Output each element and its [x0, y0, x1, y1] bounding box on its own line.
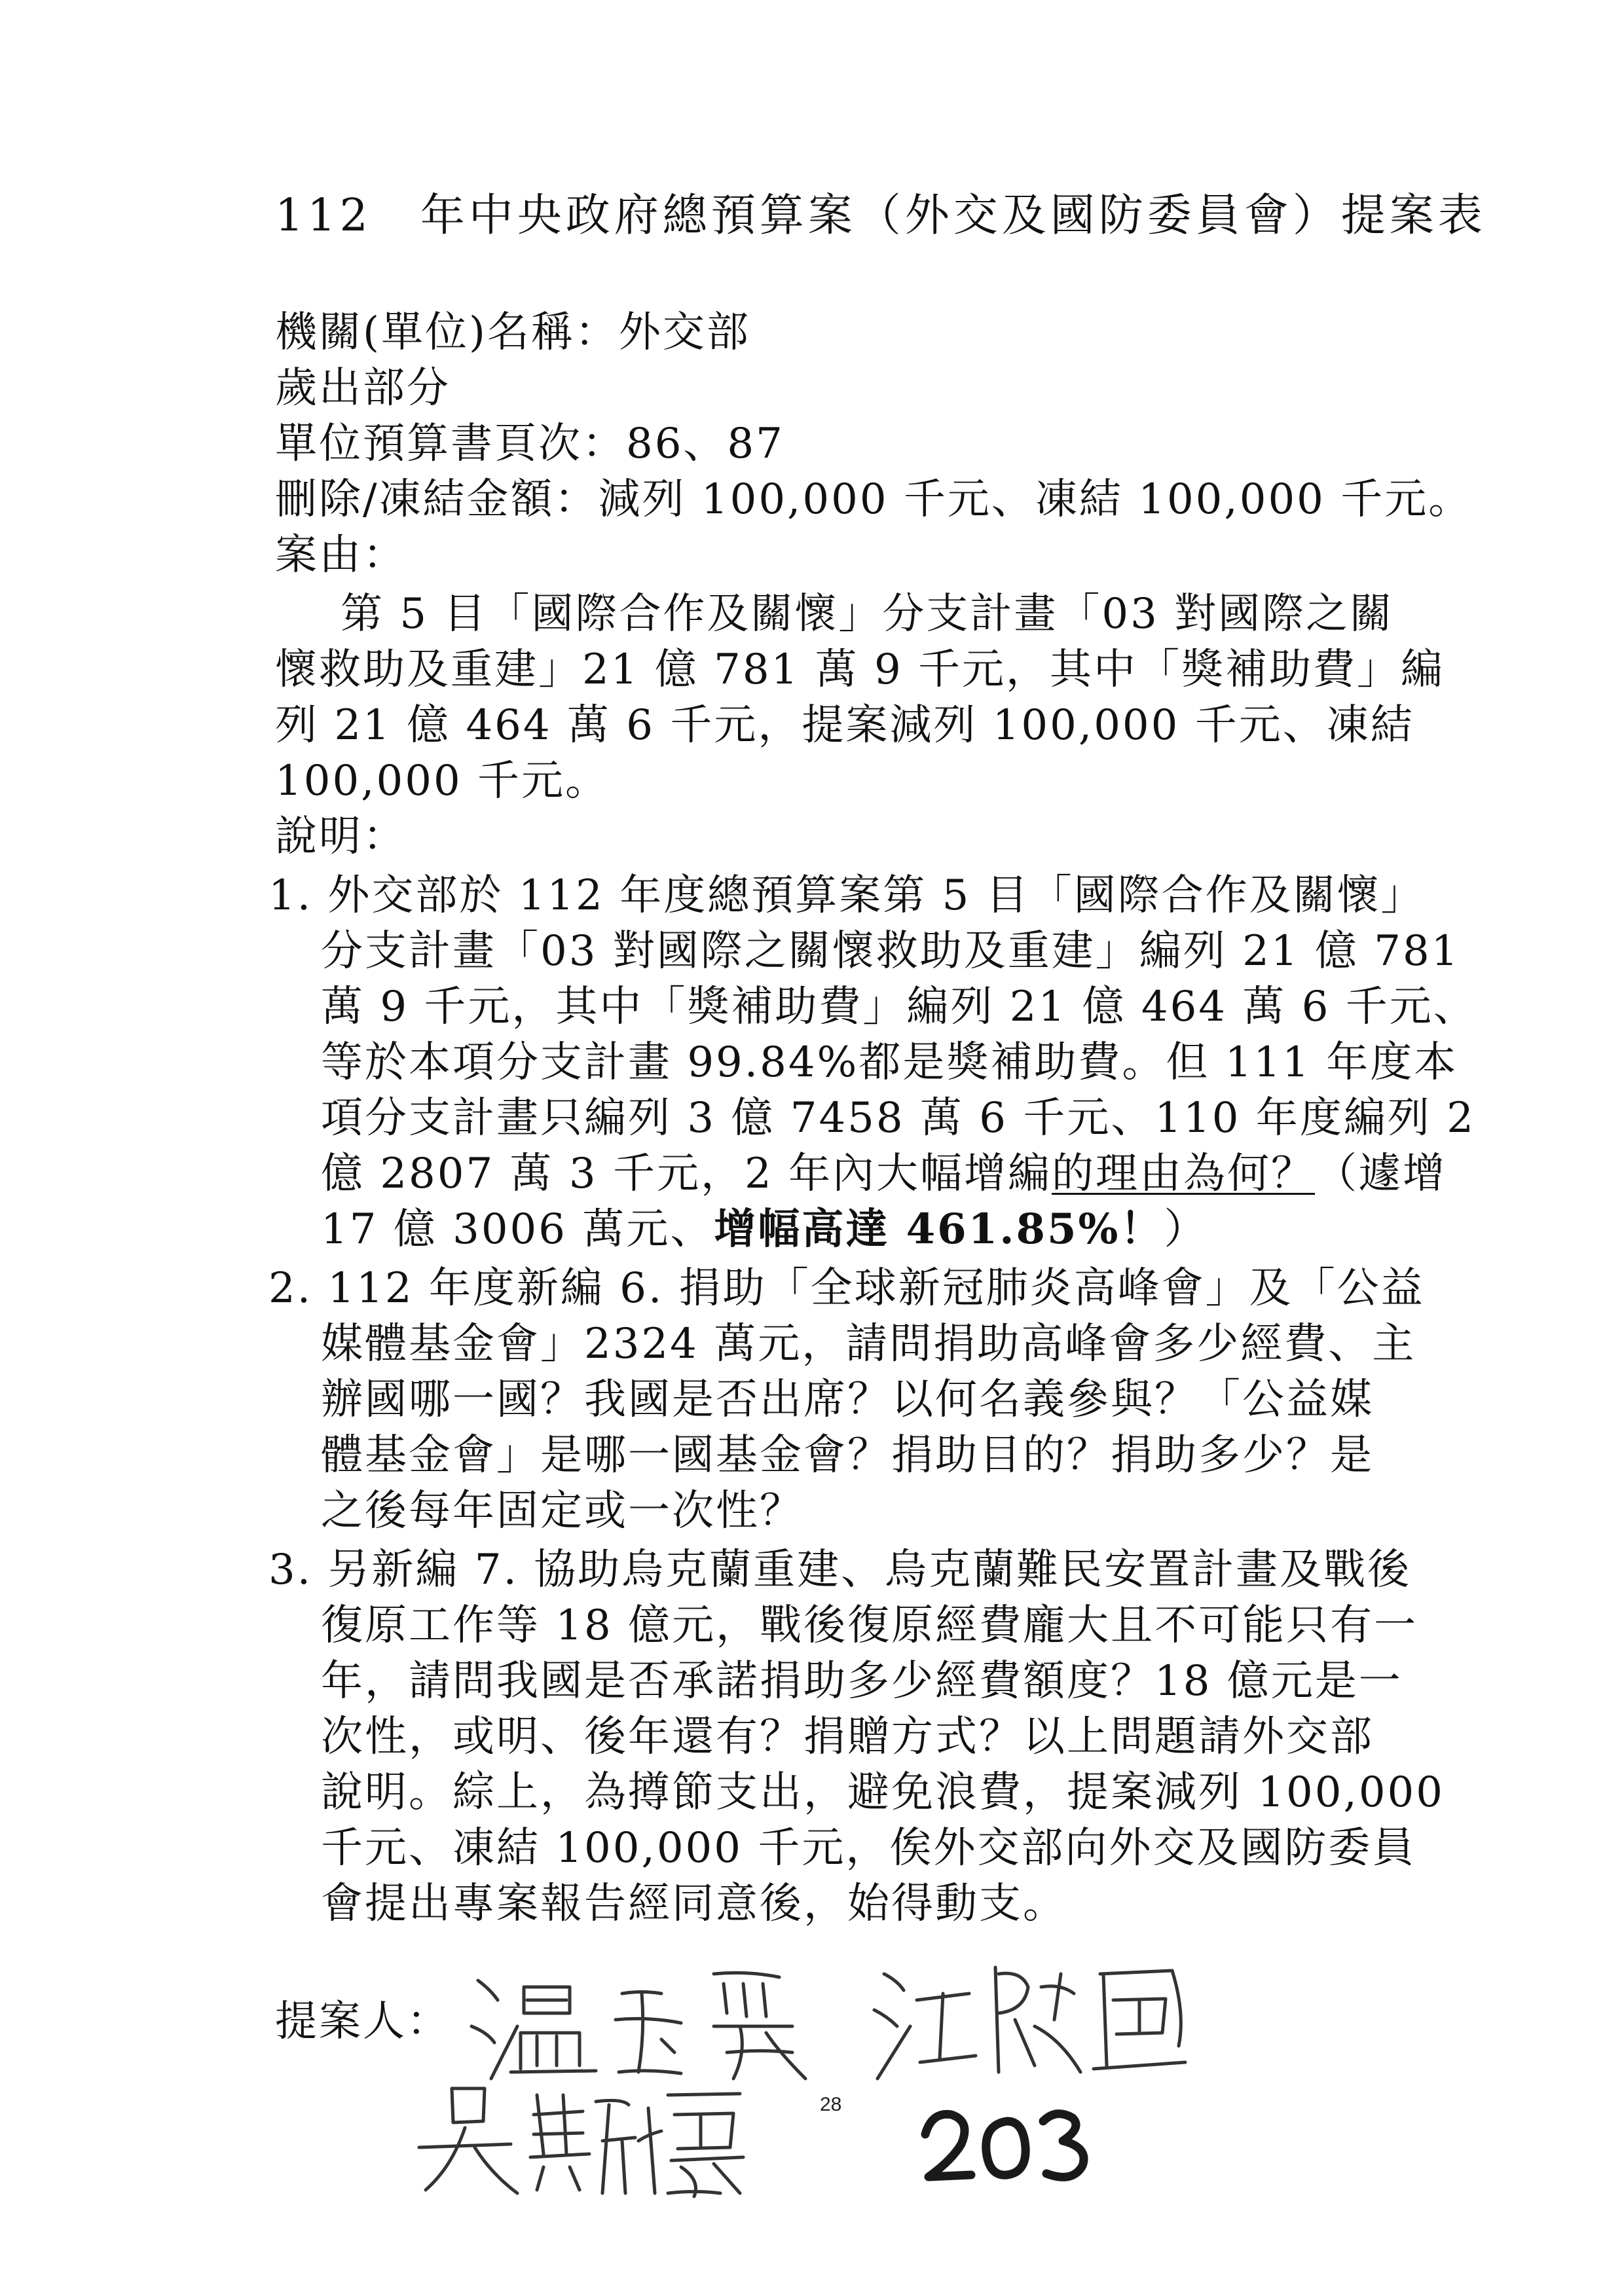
explanation-label: 說明： — [275, 812, 407, 861]
agency-name: 機關(單位)名稱：外交部 — [275, 308, 750, 357]
item1-line: 1. 外交部於 112 年度總預算案第 5 目「國際合作及關懷」 — [268, 871, 1425, 920]
item2-line: 之後每年固定或一次性？ — [321, 1487, 803, 1535]
item2-line: 體基金會」是哪一國基金會？捐助目的？捐助多少？是 — [321, 1431, 1374, 1480]
item3-line: 復原工作等 18 億元，戰後復原經費龐大且不可能只有一 — [321, 1601, 1418, 1650]
item3-line: 千元、凍結 100,000 千元，俟外交部向外交及國防委員 — [321, 1824, 1416, 1872]
item3-line: 3. 另新編 7. 協助烏克蘭重建、烏克蘭難民安置計畫及戰後 — [268, 1546, 1412, 1594]
item1-line: 等於本項分支計畫 99.84%都是獎補助費。但 111 年度本 — [321, 1038, 1458, 1087]
reason-line: 100,000 千元。 — [275, 757, 609, 805]
reason-label: 案由： — [275, 531, 407, 579]
item1-line: 項分支計畫只編列 3 億 7458 萬 6 千元、110 年度編列 2 — [321, 1094, 1475, 1142]
section-label: 歲出部分 — [275, 364, 451, 412]
item3-line: 說明。綜上，為撙節支出，避免浪費，提案減列 100,000 — [321, 1768, 1445, 1817]
item1-underlined-question: 的理由為何？ — [1052, 1150, 1316, 1198]
page-number: 28 — [820, 2094, 842, 2115]
document-title: 112 年中央政府總預算案（外交及國防委員會）提案表 — [275, 190, 1486, 242]
item1-line-7-pre: 17 億 3006 萬元、 — [321, 1205, 714, 1254]
item1-line-6 — [321, 1148, 1447, 1200]
signature-label: 提案人： — [275, 1997, 451, 2046]
item2-line: 辦國哪一國？我國是否出席？以何名義參與？「公益媒 — [321, 1376, 1374, 1424]
handwritten-signature-2 — [864, 1948, 1205, 2085]
item3-line: 年，請問我國是否承諾捐助多少經費額度？18 億元是一 — [321, 1657, 1403, 1705]
item1-line: 萬 9 千元，其中「獎補助費」編列 21 億 464 萬 6 千元、 — [321, 983, 1477, 1031]
item2-line: 媒體基金會」2324 萬元，請問捐助高峰會多少經費、主 — [321, 1320, 1416, 1368]
handwritten-page-number — [915, 2088, 1092, 2187]
budget-pages: 單位預算書頁次：86、87 — [275, 420, 784, 468]
item1-line-6-pre: 億 2807 萬 3 千元，2 年內大幅增編 — [321, 1150, 1052, 1198]
amount-line: 刪除/凍結金額：減列 100,000 千元、凍結 100,000 千元。 — [275, 475, 1473, 524]
item2-line: 2. 112 年度新編 6. 捐助「全球新冠肺炎高峰會」及「公益 — [268, 1264, 1425, 1313]
item1-bold-increase: 增幅高達 461.85%！ — [714, 1205, 1164, 1254]
item1-line-7-post: ） — [1164, 1205, 1208, 1254]
item1-line: 分支計畫「03 對國際之關懷救助及重建」編列 21 億 781 — [321, 927, 1460, 975]
item3-line: 會提出專案報告經同意後，始得動支。 — [321, 1880, 1067, 1928]
item1-line-7 — [321, 1203, 1208, 1256]
reason-line: 第 5 目「國際合作及關懷」分支計畫「03 對國際之關 — [341, 590, 1394, 638]
reason-line: 列 21 億 464 萬 6 千元，提案減列 100,000 千元、凍結 — [275, 701, 1414, 750]
reason-line: 懷救助及重建」21 億 781 萬 9 千元，其中「獎補助費」編 — [275, 646, 1445, 694]
item1-line-6-post: （遽增 — [1315, 1150, 1447, 1198]
handwritten-signature-1 — [465, 1954, 832, 2085]
item3-line: 次性，或明、後年還有？捐贈方式？以上問題請外交部 — [321, 1713, 1374, 1761]
handwritten-signature-3 — [413, 2069, 753, 2200]
